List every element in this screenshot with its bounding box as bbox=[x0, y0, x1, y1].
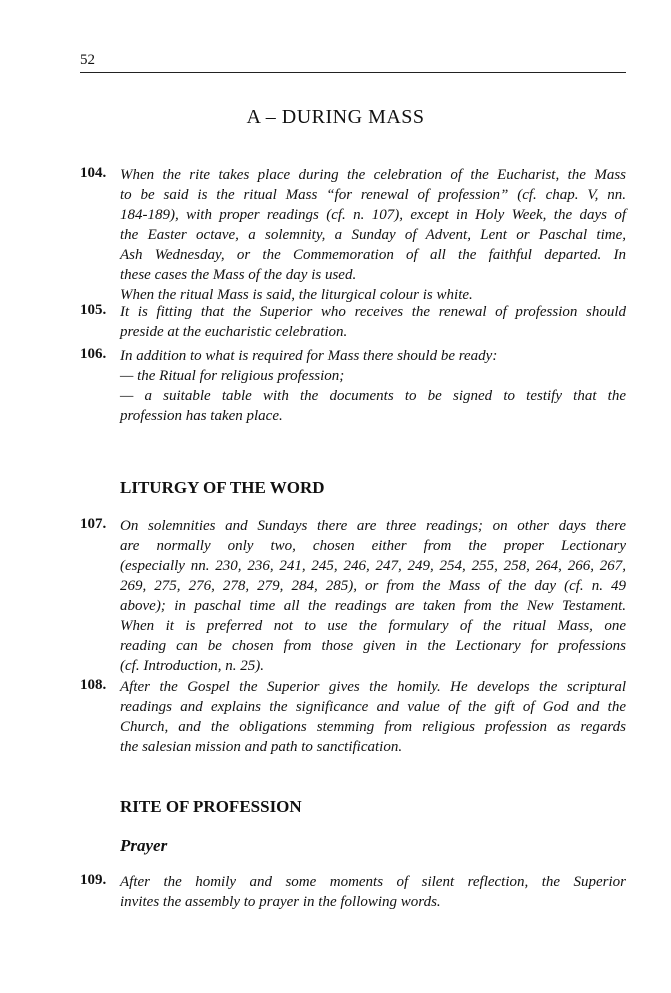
paragraph-number: 108. bbox=[80, 677, 107, 693]
text-line: — the Ritual for religious profession; bbox=[120, 368, 345, 384]
text-line: In addition to what is required for Mass there should be ready: bbox=[120, 348, 498, 364]
text-line: 269, 275, 276, 278, 279, 284, 285), or from the Mass of the day (cf. n. 49 bbox=[120, 578, 626, 594]
text-line: 184-189), with proper readings (cf. n. 107), except in Holy Week, the days of bbox=[120, 207, 626, 223]
text-line: to be said is the ritual Mass “for renewal of profession” (cf. chap. V, nn. bbox=[120, 187, 626, 203]
text-line: Ash Wednesday, or the Commemoration of all the faithful departed. In bbox=[120, 247, 626, 263]
text-line: When it is preferred not to use the formulary of the ritual Mass, one bbox=[120, 618, 626, 634]
text-line: invites the assembly to prayer in the following words. bbox=[120, 894, 441, 910]
text-line: profession has taken place. bbox=[120, 408, 283, 424]
subheading-prayer: Prayer bbox=[120, 836, 168, 855]
paragraph-number: 106. bbox=[80, 346, 107, 362]
text-line: After the Gospel the Superior gives the homily. He develops the scriptural bbox=[120, 679, 626, 695]
text-line: (especially nn. 230, 236, 241, 245, 246, 247, 249, 254, 255, 258, 264, 266, 267, bbox=[120, 558, 626, 574]
text-line: When the ritual Mass is said, the liturgical colour is white. bbox=[120, 287, 473, 303]
text-line: the salesian mission and path to sanctification. bbox=[120, 739, 403, 755]
text-line: When the rite takes place during the celebration of the Eucharist, the Mass bbox=[120, 167, 626, 183]
text-line: After the homily and some moments of silent reflection, the Superior bbox=[120, 874, 626, 890]
text-line: these cases the Mass of the day is used. bbox=[120, 267, 357, 283]
text-line: Church, and the obligations stemming from religious profession as regards bbox=[120, 719, 626, 735]
text-line: On solemnities and Sundays there are three readings; on other days there bbox=[120, 518, 626, 534]
text-line: It is fitting that the Superior who receives the renewal of profession should bbox=[120, 304, 626, 320]
paragraph-number: 104. bbox=[80, 165, 107, 181]
paragraph-number: 105. bbox=[80, 302, 107, 318]
paragraph-number: 109. bbox=[80, 872, 107, 888]
text-line: readings and explains the significance and value of the gift of God and the bbox=[120, 699, 626, 715]
text-line: — a suitable table with the documents to be signed to testify that the bbox=[120, 388, 626, 404]
page-title: A – DURING MASS bbox=[246, 106, 425, 128]
text-line: preside at the eucharistic celebration. bbox=[120, 324, 348, 340]
text-line: are normally only two, chosen either from the proper Lectionary bbox=[120, 538, 626, 554]
text-line: (cf. Introduction, n. 25). bbox=[120, 658, 265, 674]
section-heading-liturgy: LITURGY OF THE WORD bbox=[120, 478, 325, 497]
section-heading-rite: RITE OF PROFESSION bbox=[120, 797, 302, 816]
text-line: the Easter octave, a solemnity, a Sunday of Advent, Lent or Paschal time, bbox=[120, 227, 626, 243]
paragraph-number: 107. bbox=[80, 516, 107, 532]
page-number: 52 bbox=[80, 52, 95, 68]
text-line: above); in paschal time all the readings are taken from the New Testament. bbox=[120, 598, 626, 614]
text-line: reading can be chosen from those given in the Lectionary for professions bbox=[120, 638, 626, 654]
header-rule bbox=[80, 72, 626, 73]
